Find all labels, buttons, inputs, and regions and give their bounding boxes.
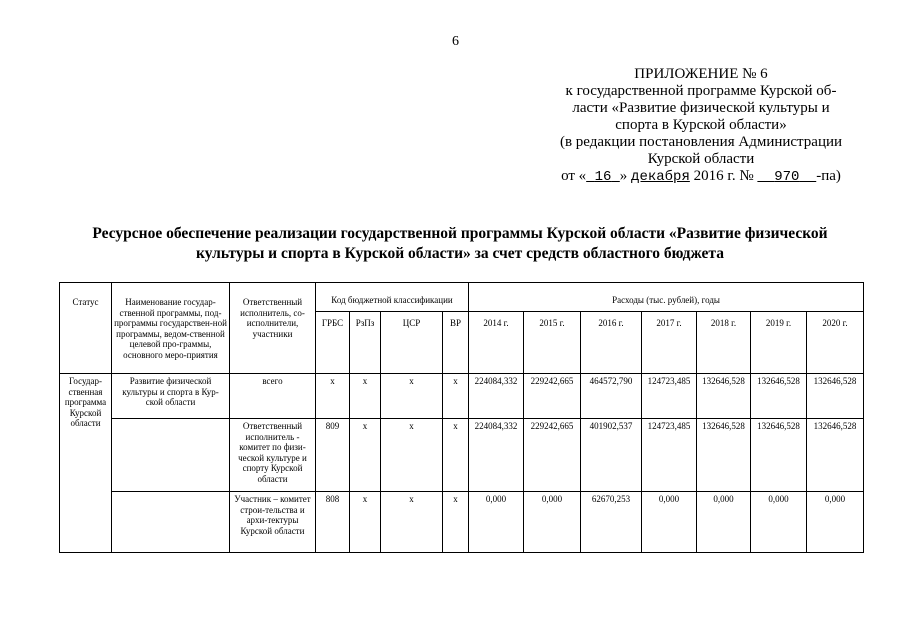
value-cell: 124723,485 xyxy=(642,374,697,419)
decree-number: 970 xyxy=(774,169,800,185)
header-year: 2015 г. xyxy=(524,312,581,374)
value-cell: 132646,528 xyxy=(751,419,807,492)
value-cell: 0,000 xyxy=(524,492,581,553)
vr-cell: x xyxy=(443,492,469,553)
value-cell: 0,000 xyxy=(469,492,524,553)
date-suffix: -па) xyxy=(816,168,841,184)
csr-cell: x xyxy=(381,374,443,419)
value-cell: 0,000 xyxy=(697,492,751,553)
program-name-cell-empty xyxy=(112,419,230,492)
grbs-cell: 809 xyxy=(316,419,350,492)
executor-cell: Ответственный исполнитель - комитет по физи-ческой культуре и спорту Курской области xyxy=(230,419,316,492)
header-year: 2020 г. xyxy=(807,312,864,374)
header-rzpz: РзПз xyxy=(350,312,381,374)
date-day: 16 xyxy=(594,169,612,185)
value-cell: 132646,528 xyxy=(807,374,864,419)
header-year: 2016 г. xyxy=(581,312,642,374)
rzpz-cell: x xyxy=(350,492,381,553)
status-cell: Государ-ственная программа Курской области xyxy=(60,374,112,553)
program-name-cell: Развитие физической культуры и спорта в Кур-ской области xyxy=(112,374,230,419)
date-year: 2016 г. № xyxy=(693,168,754,184)
grbs-cell: 808 xyxy=(316,492,350,553)
header-vr: ВР xyxy=(443,312,469,374)
value-cell: 132646,528 xyxy=(807,419,864,492)
value-cell: 224084,332 xyxy=(469,374,524,419)
value-cell: 0,000 xyxy=(807,492,864,553)
table-header-row xyxy=(60,283,864,312)
csr-cell: x xyxy=(381,492,443,553)
appendix-line: (в редакции постановления Администрации xyxy=(559,134,843,150)
rzpz-cell: x xyxy=(350,374,381,419)
value-cell: 132646,528 xyxy=(751,374,807,419)
value-cell: 229242,665 xyxy=(524,419,581,492)
vr-cell: x xyxy=(443,419,469,492)
vr-cell: x xyxy=(443,374,469,419)
appendix-line: ласти «Развитие физической культуры и xyxy=(572,100,830,116)
header-csr: ЦСР xyxy=(381,312,443,374)
value-cell: 124723,485 xyxy=(642,419,697,492)
header-year: 2018 г. xyxy=(697,312,751,374)
table-row xyxy=(60,374,864,419)
value-cell: 464572,790 xyxy=(581,374,642,419)
date-prefix: от « xyxy=(561,168,587,184)
value-cell: 132646,528 xyxy=(697,419,751,492)
header-grbs: ГРБС xyxy=(316,312,350,374)
appendix-line: спорта в Курской области» xyxy=(615,117,787,133)
executor-cell: всего xyxy=(230,374,316,419)
appendix-line: Курской области xyxy=(647,151,755,167)
appendix-header xyxy=(548,66,854,186)
header-name: Наименование государ-ственной программы, под-программы государствен-ной программы, ведом-ственной целевой про-граммы, основного меро-приятия xyxy=(112,283,230,374)
value-cell: 401902,537 xyxy=(581,419,642,492)
grbs-cell: x xyxy=(316,374,350,419)
value-cell: 132646,528 xyxy=(697,374,751,419)
value-cell: 0,000 xyxy=(642,492,697,553)
table-row xyxy=(60,492,864,553)
executor-cell: Участник – комитет строи-тельства и архи-тектуры Курской области xyxy=(230,492,316,553)
header-expenses-group: Расходы (тыс. рублей), годы xyxy=(469,283,864,312)
value-cell: 0,000 xyxy=(751,492,807,553)
header-year: 2014 г. xyxy=(469,312,524,374)
header-year: 2017 г. xyxy=(642,312,697,374)
program-name-cell-empty xyxy=(112,492,230,553)
header-code-group: Код бюджетной классификации xyxy=(316,283,469,312)
value-cell: 62670,253 xyxy=(581,492,642,553)
document-title: Ресурсное обеспечение реализации государственной программы Курской области «Развитие физической культуры и спорта в Курской области» за счет средств областного бюджета xyxy=(92,225,828,262)
header-executor: Ответственный исполнитель, со-исполнители, участники xyxy=(230,283,316,374)
page-number: 6 xyxy=(452,34,459,49)
date-month: декабря xyxy=(631,169,690,185)
date-mid: » xyxy=(619,168,628,184)
header-status: Статус xyxy=(60,283,112,374)
header-year: 2019 г. xyxy=(751,312,807,374)
table-row xyxy=(60,419,864,492)
appendix-date-line xyxy=(548,168,854,186)
budget-table xyxy=(59,282,864,553)
appendix-title: ПРИЛОЖЕНИЕ № 6 xyxy=(634,66,768,82)
rzpz-cell: x xyxy=(350,419,381,492)
value-cell: 229242,665 xyxy=(524,374,581,419)
csr-cell: x xyxy=(381,419,443,492)
appendix-line: к государственной программе Курской об- xyxy=(565,83,837,99)
value-cell: 224084,332 xyxy=(469,419,524,492)
